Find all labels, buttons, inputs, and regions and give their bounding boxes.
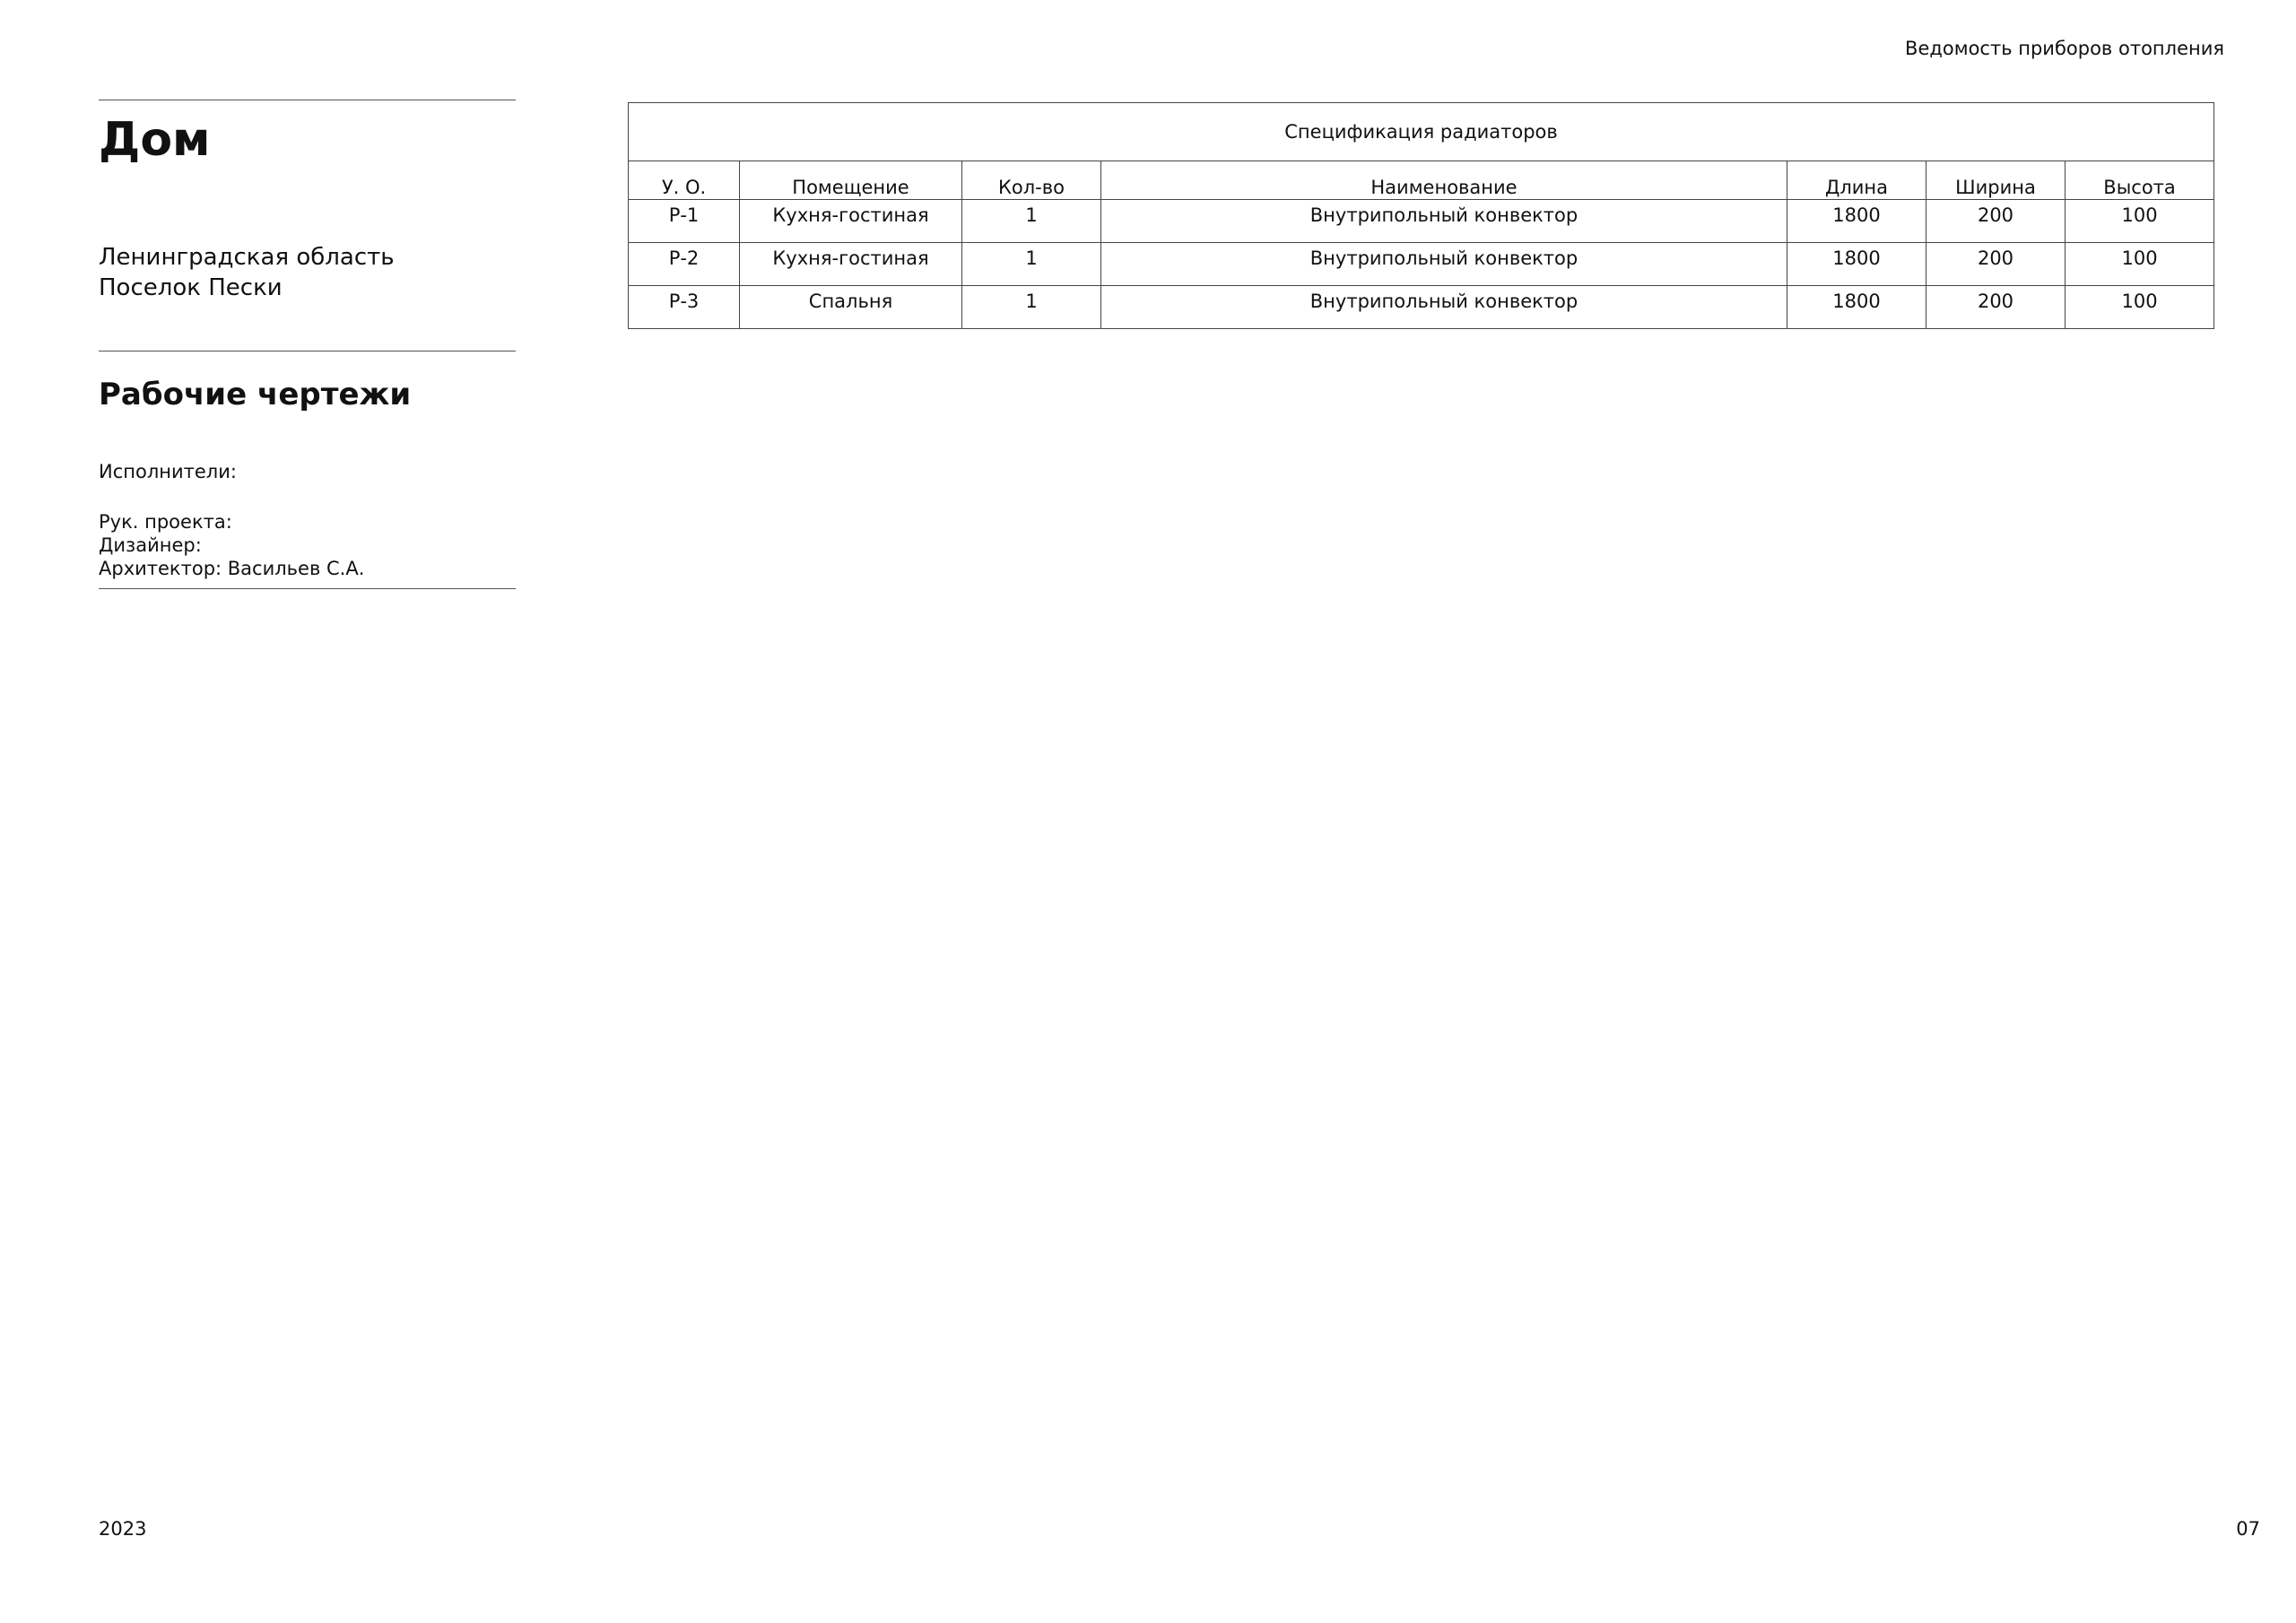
table-row: [629, 200, 2214, 243]
table-row: [629, 286, 2214, 329]
column-header-mark: У. О.: [629, 161, 740, 200]
project-address: [99, 242, 395, 303]
column-header-quantity: Кол-во: [962, 161, 1101, 200]
cell-mark: Р-3: [629, 286, 740, 329]
cell-height: 100: [2066, 286, 2214, 329]
cell-mark: Р-2: [629, 243, 740, 286]
column-header-room: Помещение: [740, 161, 962, 200]
cell-quantity: 1: [962, 286, 1101, 329]
divider-bottom: [99, 588, 516, 589]
cell-length: 1800: [1787, 200, 1926, 243]
page-number: 07: [2236, 1518, 2260, 1540]
cell-quantity: 1: [962, 243, 1101, 286]
cell-length: 1800: [1787, 243, 1926, 286]
project-stage: Рабочие чертежи: [99, 377, 412, 412]
cell-room: Кухня-гостиная: [740, 200, 962, 243]
cell-room: Спальня: [740, 286, 962, 329]
sheet-title: Ведомость приборов отопления: [1905, 38, 2224, 59]
cell-width: 200: [1926, 286, 2066, 329]
column-header-length: Длина: [1787, 161, 1926, 200]
cell-room: Кухня-гостиная: [740, 243, 962, 286]
cell-mark: Р-1: [629, 200, 740, 243]
cell-width: 200: [1926, 200, 2066, 243]
project-name: Дом: [99, 113, 211, 167]
column-header-height: Высота: [2066, 161, 2214, 200]
address-line-region: Ленинградская область: [99, 244, 395, 271]
cell-name: Внутрипольный конвектор: [1101, 200, 1787, 243]
architect: Архитектор: Васильев С.А.: [99, 558, 365, 579]
column-header-width: Ширина: [1926, 161, 2066, 200]
table-row: [629, 243, 2214, 286]
cell-quantity: 1: [962, 200, 1101, 243]
divider-middle: [99, 351, 516, 352]
address-line-settlement: Поселок Пески: [99, 274, 283, 301]
column-header-name: Наименование: [1101, 161, 1787, 200]
executors-label: Исполнители:: [99, 461, 237, 482]
cell-height: 100: [2066, 200, 2214, 243]
project-lead: Рук. проекта:: [99, 511, 232, 533]
credits-block: [99, 460, 364, 580]
cell-height: 100: [2066, 243, 2214, 286]
footer-year: 2023: [99, 1518, 147, 1540]
cell-width: 200: [1926, 243, 2066, 286]
cell-name: Внутрипольный конвектор: [1101, 243, 1787, 286]
radiator-spec-table: [628, 102, 2214, 329]
table-caption: Спецификация радиаторов: [629, 103, 2214, 161]
cell-length: 1800: [1787, 286, 1926, 329]
designer: Дизайнер:: [99, 534, 202, 556]
cell-name: Внутрипольный конвектор: [1101, 286, 1787, 329]
